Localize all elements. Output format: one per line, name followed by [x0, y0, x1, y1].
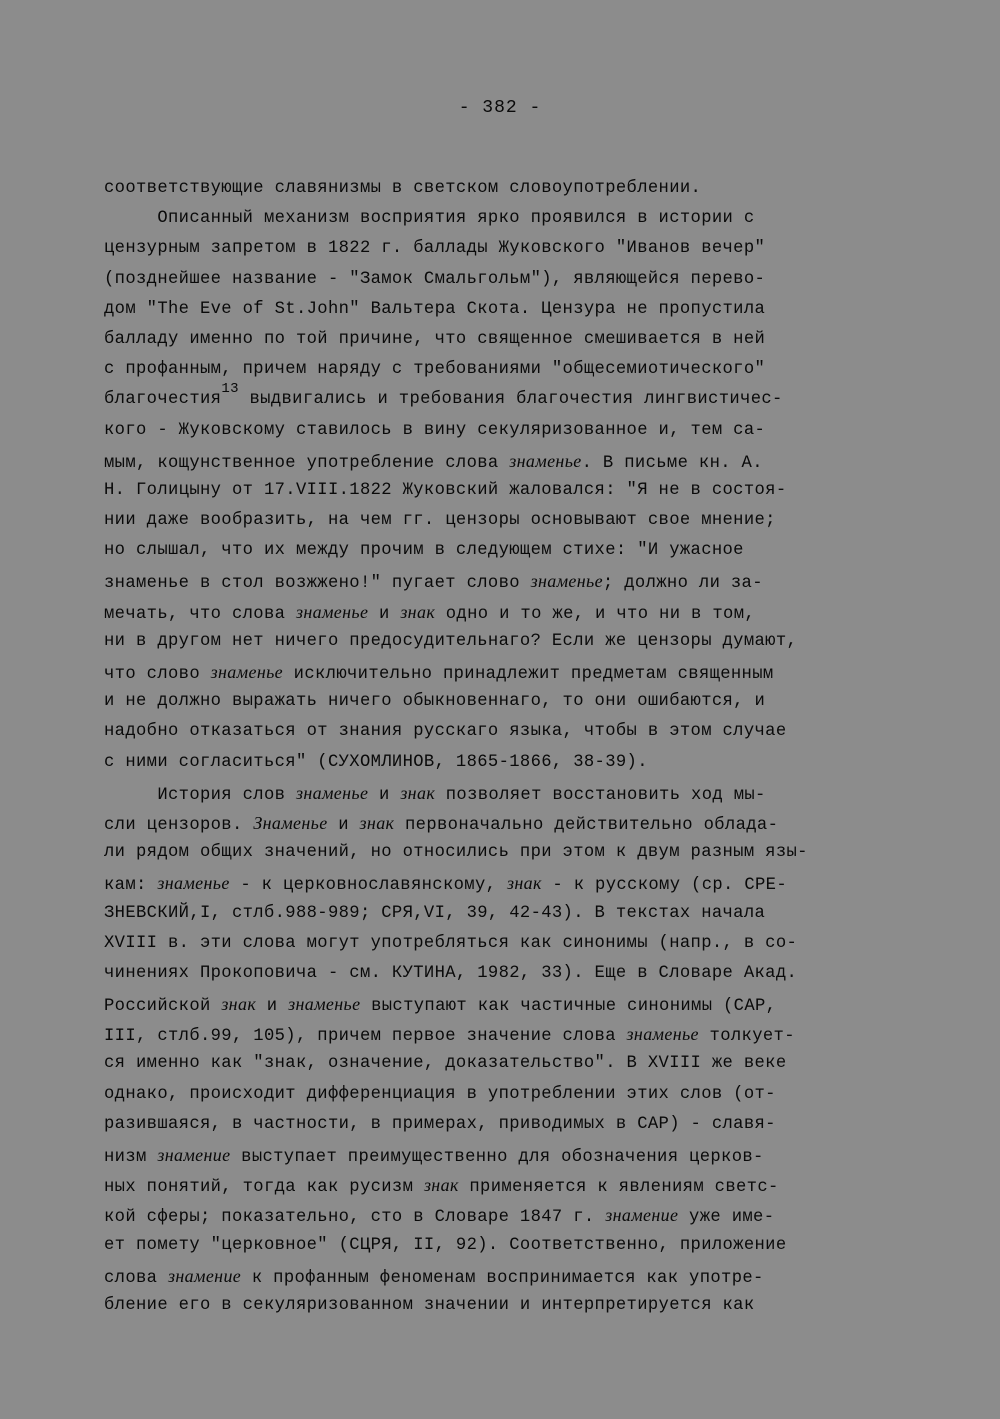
text-line — [104, 657, 904, 687]
text-line — [104, 234, 904, 264]
text-segment: нии даже вообразить, на чем гг. цензоры основывают свое мнение; — [104, 511, 776, 531]
text-line — [104, 174, 904, 204]
text-line — [104, 536, 904, 566]
text-segment: бление его в секуляризованном значении и интерпретируется как — [104, 1295, 755, 1315]
text-segment: - к русскому (ср. СРЕ- — [541, 876, 788, 896]
text-line — [104, 204, 904, 234]
text-line — [104, 416, 904, 446]
text-segment: ет помету "церковное" (СЦРЯ, II, 92). Соответственно, приложение — [104, 1235, 787, 1255]
text-line — [104, 1291, 904, 1321]
text-line — [104, 506, 904, 536]
text-segment: История слов — [104, 785, 296, 805]
italic-term: знаменье — [295, 782, 369, 803]
text-line — [104, 778, 904, 808]
text-segment: и — [368, 604, 401, 624]
text-segment: . В письме кн. А. — [581, 453, 763, 473]
text-segment: ных понятий, тогда как русизм — [104, 1178, 424, 1198]
text-segment: сли цензоров. — [104, 815, 254, 835]
text-segment: применяется к явлениям светс- — [458, 1178, 779, 1198]
text-segment: ся именно как "знак, означение, доказательство". В XVIII же веке — [104, 1054, 787, 1074]
text-segment: но слышал, что их между прочим в следующем стихе: "И ужасное — [104, 541, 744, 561]
text-segment: что слово — [104, 665, 211, 684]
text-segment: с ними согласиться" (СУХОМЛИНОВ, 1865-1866, 38-39). — [104, 752, 648, 772]
text-segment: однако, происходит дифференциация в употреблении этих слов (от- — [104, 1084, 776, 1104]
text-segment: низм — [104, 1148, 158, 1167]
text-line — [104, 838, 904, 868]
text-segment: с профанным, причем наряду с требованиями "общесемиотического" — [104, 360, 766, 380]
text-segment: выдвигались и требования благочестия лингвистичес- — [238, 390, 783, 410]
text-line — [104, 899, 904, 929]
text-segment: Н. Голицыну от 17.VIII.1822 Жуковский жаловался: "Я не в состоя- — [104, 480, 787, 500]
text-segment: разившаяся, в частности, в примерах, приводимых в САР) - славя- — [104, 1114, 776, 1134]
italic-term: знак — [423, 1175, 459, 1196]
text-line — [104, 597, 904, 627]
italic-term: знаменье — [509, 450, 582, 471]
text-line — [104, 1170, 904, 1200]
text-segment: толкует- — [698, 1027, 795, 1047]
text-segment: кам: — [104, 876, 158, 896]
body-text — [104, 174, 904, 1321]
italic-term: знамение — [168, 1265, 242, 1286]
text-segment: и — [327, 815, 360, 835]
italic-term: знамение — [605, 1205, 679, 1226]
text-segment: одно и то же, и что ни в том, — [435, 604, 756, 624]
italic-term: Знаменье — [253, 812, 328, 833]
text-segment: (позднейшее название - "Замок Смальгольм"), являющейся перево- — [104, 269, 766, 289]
text-segment: надобно отказаться от знания русскаго языка, чтобы в этом случае — [104, 722, 787, 742]
text-segment: и — [256, 997, 289, 1017]
text-line — [104, 1140, 904, 1170]
text-segment: благочестия — [104, 390, 222, 410]
text-line — [104, 1080, 904, 1110]
text-line — [104, 868, 904, 898]
italic-term: знак — [400, 601, 436, 622]
italic-term: знаменье — [288, 994, 361, 1015]
text-segment: исключительно принадлежит предметам священным — [283, 665, 774, 684]
text-line — [104, 1110, 904, 1140]
text-line — [104, 1049, 904, 1079]
text-segment: дом "The Eve of St.John" Вальтера Скота. Цензура не пропустила — [104, 299, 766, 319]
text-line — [104, 476, 904, 506]
text-segment: III, стлб.99, 105), причем первое значение слова — [104, 1027, 627, 1047]
text-segment: выступают как частичные синонимы (САР, — [360, 997, 777, 1017]
italic-term: знамение — [157, 1145, 231, 1165]
text-segment: кого - Жуковскому ставилось в вину секуляризованное и, тем са- — [104, 420, 766, 440]
text-segment: мым, кощунственное употребление слова — [104, 453, 510, 473]
text-line — [104, 1261, 904, 1291]
text-segment: чинениях Прокоповича - см. КУТИНА, 1982, 33). Еще в Словаре Акад. — [104, 963, 798, 983]
text-line — [104, 989, 904, 1019]
text-segment: и — [368, 785, 401, 805]
text-segment: уже име- — [678, 1208, 775, 1228]
text-segment: цензурным запретом в 1822 г. баллады Жуковского "Иванов вечер" — [104, 239, 766, 259]
text-line — [104, 1019, 904, 1049]
italic-term: знаменье — [295, 601, 369, 622]
text-segment: к профанным феноменам воспринимается как употре- — [241, 1268, 764, 1288]
text-line — [104, 381, 904, 415]
text-line — [104, 1200, 904, 1230]
italic-term: знаменье — [626, 1024, 699, 1045]
text-line — [104, 687, 904, 717]
text-segment: ли рядом общих значений, но относились при этом к двум разным язы- — [104, 843, 808, 863]
text-line — [104, 446, 904, 476]
text-line — [104, 959, 904, 989]
text-segment: позволяет восстановить ход мы- — [435, 785, 766, 805]
text-segment: ; должно ли за- — [602, 574, 763, 594]
text-segment: балладу именно по той причине, что священное смешивается в ней — [104, 329, 766, 349]
italic-term: знаменье — [530, 571, 603, 592]
text-line — [104, 295, 904, 325]
text-line — [104, 929, 904, 959]
text-segment: ЗНЕВСКИЙ,I, стлб.988-989; СРЯ,VI, 39, 42-43). В текстах начала — [104, 903, 766, 923]
text-segment: соответствующие славянизмы в светском словоупотреблении. — [104, 179, 702, 198]
text-segment: ни в другом нет ничего предосудительнаго? Если же цензоры думают, — [104, 631, 798, 651]
italic-term: знаменье — [157, 873, 230, 894]
text-line — [104, 717, 904, 747]
text-segment: выступает преимущественно для обозначения церков- — [230, 1148, 764, 1167]
italic-term: знак — [400, 782, 436, 803]
text-segment: первоначально действительно облада- — [394, 815, 779, 835]
text-segment: и не должно выражать ничего обыкновеннаго, то они ошибаются, и — [104, 692, 766, 712]
italic-term: знак — [221, 994, 257, 1015]
text-segment: мечать, что слова — [104, 604, 296, 624]
text-segment: слова — [104, 1268, 168, 1288]
text-segment: Описанный механизм восприятия ярко проявился в истории с — [104, 209, 755, 229]
page-number: - 382 - — [458, 98, 542, 118]
text-segment: Российской — [104, 997, 222, 1017]
footnote-ref: 13 — [221, 381, 239, 398]
text-line — [104, 748, 904, 778]
text-line — [104, 566, 904, 596]
text-segment: - к церковнославянскому, — [229, 876, 507, 896]
italic-term: знак — [359, 812, 395, 833]
italic-term: знак — [506, 873, 542, 894]
text-segment: XVIII в. эти слова могут употребляться как синонимы (напр., в со- — [104, 933, 798, 953]
text-line — [104, 325, 904, 355]
text-line — [104, 1231, 904, 1261]
text-segment: кой сферы; показательно, сто в Словаре 1847 г. — [104, 1208, 606, 1228]
text-line — [104, 265, 904, 295]
text-segment: знаменье в стол возжжено!" пугает слово — [104, 574, 531, 594]
text-line — [104, 808, 904, 838]
italic-term: знаменье — [210, 662, 283, 682]
text-line — [104, 627, 904, 657]
